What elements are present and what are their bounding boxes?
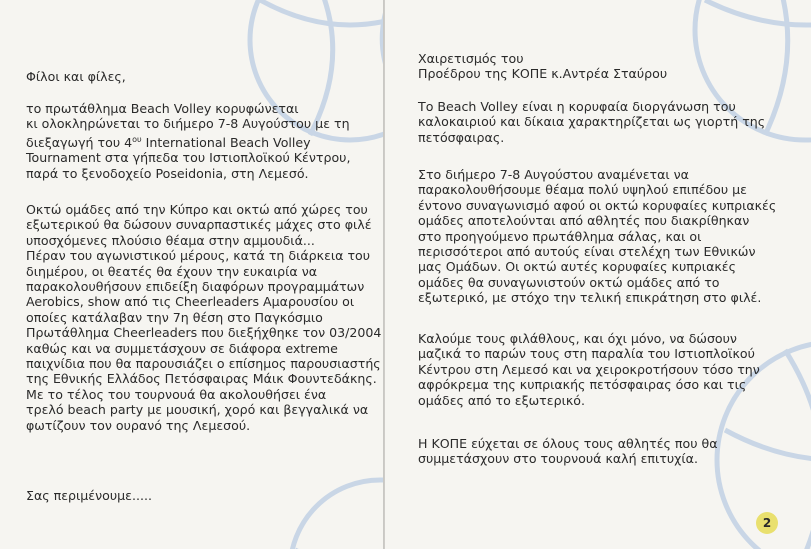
text-line: της Εθνικής Ελλάδος Πετόσφαιρας Μάικ Φουντεδάκης. bbox=[26, 371, 377, 387]
text-line: παρά το ξενοδοχείο Poseidonia, στη Λεμεσό. bbox=[26, 165, 309, 181]
right-paragraph-intro bbox=[418, 99, 765, 145]
text-line: Στο διήμερο 7-8 Αυγούστου αναμένεται να bbox=[418, 167, 689, 182]
heading-line: Χαιρετισμός του bbox=[418, 51, 524, 66]
text-line: οποίες κατάλαβαν την 7η θέση στο Παγκόσμιο bbox=[26, 309, 323, 325]
text-line: ομάδες θα συναγωνιστούν οκτώ ομάδες από το bbox=[418, 274, 720, 290]
text-line: αφρόκρεμα της κυπριακής πετόσφαιρας όσο και τις bbox=[418, 377, 747, 393]
left-paragraph-teams bbox=[26, 202, 381, 433]
left-page bbox=[0, 0, 383, 549]
text-line: διημέρου, οι θεατές θα έχουν την ευκαιρία να bbox=[26, 263, 318, 279]
text-line: το πρωτάθλημα Beach Volley κορυφώνεται bbox=[26, 101, 299, 116]
left-paragraph-intro bbox=[26, 101, 350, 181]
text-line: Οκτώ ομάδες από την Κύπρο και οκτώ από χώρες του bbox=[26, 202, 368, 217]
text-line: καθώς και να συμμετάσχουν σε διάφορα extreme bbox=[26, 340, 338, 356]
text-line: πετόσφαιρας. bbox=[418, 129, 505, 145]
text-line: στο προηγούμενο πρωτάθλημα σάλας, και οι bbox=[418, 228, 702, 244]
closing-line: Σας περιμένουμε..... bbox=[26, 488, 152, 503]
text-run: διεξαγωγή του 4 bbox=[26, 134, 133, 150]
text-line: φωτίζουν τον ουρανό της Λεμεσού. bbox=[26, 417, 251, 433]
text-line: εξωτερικό, με στόχο την τελική επικράτηση στο φιλέ. bbox=[418, 290, 762, 306]
text-line: έντονο συναγωνισμό αφού οι οκτώ κορυφαίες κυπριακές bbox=[418, 197, 777, 213]
right-paragraph-expectation bbox=[418, 167, 776, 306]
heading-line: Προέδρου της ΚΟΠΕ κ.Αντρέα Σταύρου bbox=[418, 66, 668, 82]
greeting-line: Φίλοι και φίλες, bbox=[26, 69, 126, 84]
superscript-ordinal: ου bbox=[132, 134, 142, 144]
text-line: Πρωτάθλημα Cheerleaders που διεξήχθηκε τον 03/2004 bbox=[26, 325, 382, 341]
text-line: Το Beach Volley είναι η κορυφαία διοργάνωση του bbox=[418, 99, 736, 114]
text-line: παρακολουθήσουν επιδείξη διαφόρων προγραμμάτων bbox=[26, 279, 365, 295]
volleyball-watermark-icon bbox=[280, 470, 383, 549]
text-line: ομάδες από το εξωτερικό. bbox=[418, 392, 585, 408]
text-line: εξωτερικού θα δώσουν συναρπαστικές μάχες στο φιλέ bbox=[26, 217, 372, 233]
text-line: Tournament στα γήπεδα του Ιστιοπλοϊκού Κέντρου, bbox=[26, 150, 351, 166]
text-line: Η ΚΟΠΕ εύχεται σε όλους τους αθλητές που θα bbox=[418, 436, 718, 451]
text-line: ομάδες αποτελούνται από αθλητές που διακρίθηκαν bbox=[418, 213, 750, 229]
text-line: καλοκαιριού και δίκαια χαρακτηρίζεται ως γιορτή της bbox=[418, 114, 766, 130]
text-line: μας Ομάδων. Οι οκτώ αυτές κορυφαίες κυπριακές bbox=[418, 259, 736, 275]
text-line: παρακολουθήσουμε θέαμα πολύ υψηλού επιπέδου με bbox=[418, 182, 747, 198]
text-line: υποσχόμενες πλούσιο θέαμα στην αμμουδιά... bbox=[26, 232, 315, 248]
text-run: International Beach Volley bbox=[141, 134, 311, 150]
text-line bbox=[26, 132, 350, 150]
right-paragraph-wishes bbox=[418, 436, 718, 467]
text-line: τρελό beach party με μουσική, χορό και βεγγαλικά να bbox=[26, 402, 369, 418]
text-line: περισσότεροι από αυτούς είναι στελέχη των Εθνικών bbox=[418, 244, 756, 260]
text-line: συμμετάσχουν στο τουρνουά καλή επιτυχία. bbox=[418, 451, 698, 467]
text-line: κι ολοκληρώνεται το διήμερο 7-8 Αυγούστου με τη bbox=[26, 116, 350, 132]
text-line: Με το τέλος του τουρνουά θα ακολουθήσει ένα bbox=[26, 386, 327, 402]
text-line: Καλούμε τους φιλάθλους, και όχι μόνο, να δώσουν bbox=[418, 331, 737, 346]
text-line: παιχνίδια που θα παρουσιάζει ο επίσημος παρουσιαστής bbox=[26, 356, 381, 372]
greeting-heading bbox=[418, 51, 667, 82]
text-line: Κέντρου στη Λεμεσό και να χειροκροτήσουν τόσο την bbox=[418, 361, 760, 377]
text-line: μαζικά το παρών τους στη παραλία του Ιστιοπλοϊκού bbox=[418, 346, 755, 362]
text-line: Πέραν του αγωνιστικού μέρους, κατά τη διάρκεια του bbox=[26, 248, 371, 264]
text-line: Aerobics, show από τις Cheerleaders Αμαρουσίου οι bbox=[26, 294, 355, 310]
right-paragraph-invitation bbox=[418, 331, 760, 408]
page-number-badge: 2 bbox=[756, 512, 778, 534]
